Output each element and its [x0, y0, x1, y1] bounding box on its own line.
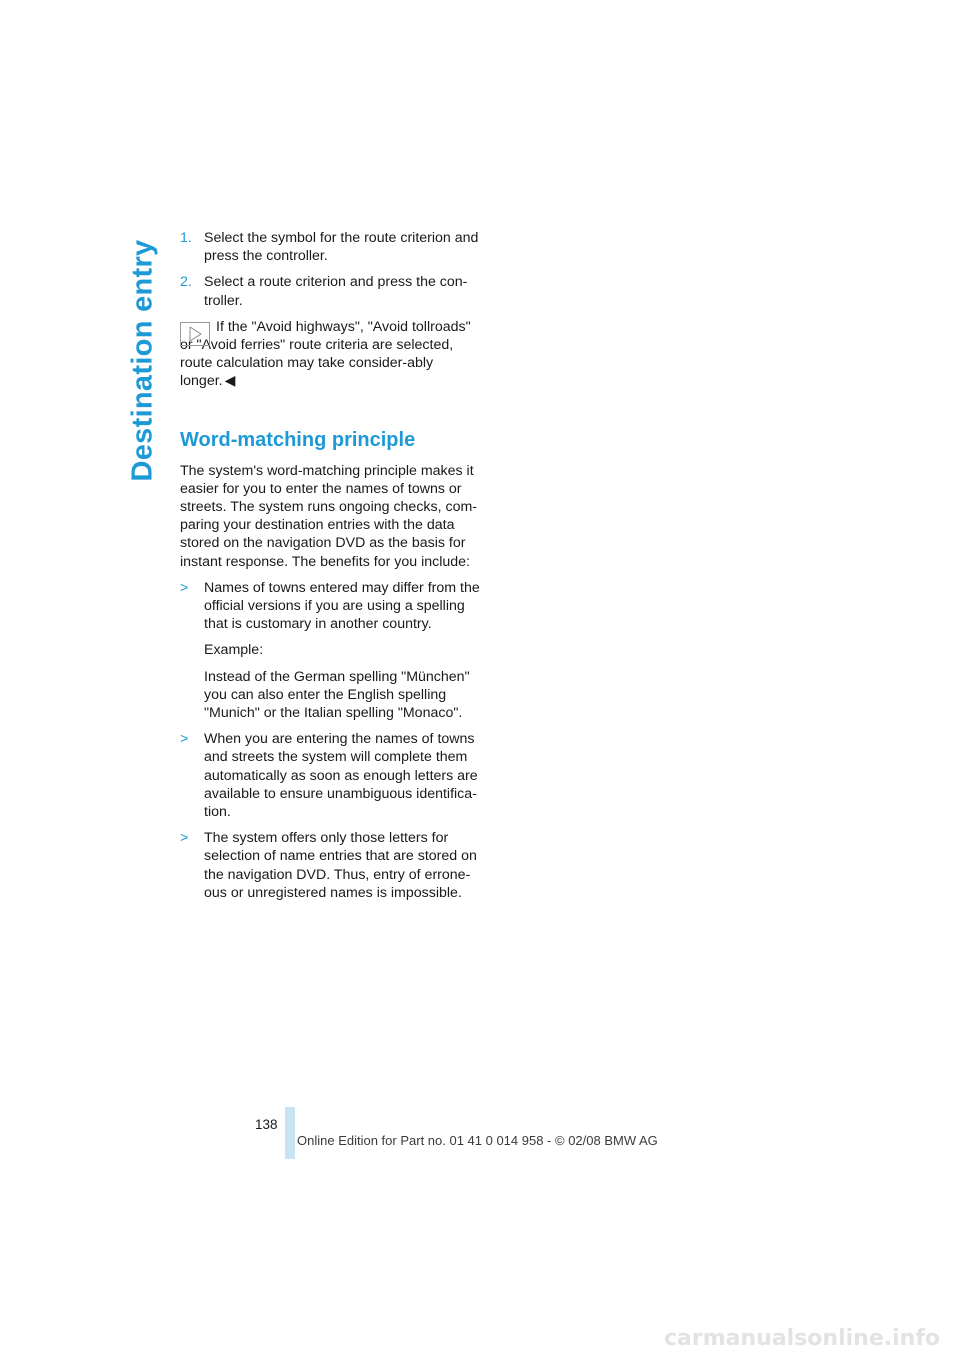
- bullet-text: When you are entering the names of towns and streets the system will complete them automatically as soon as enough letters are available to ensure unambiguous identifica-tion.: [204, 731, 478, 821]
- note-triangle-icon: [180, 322, 210, 346]
- example-label: Example:: [204, 642, 264, 659]
- step-text: Select the symbol for the route criterion and press the controller.: [204, 230, 479, 265]
- bullet-item: [180, 730, 480, 821]
- page-number: 138: [255, 1117, 278, 1132]
- step-number: 2.: [180, 274, 192, 291]
- bullet-text: The system offers only those letters for selection of name entries that are stored on the navigation DVD. Thus, entry of errone-ous or unregistered names is impossible.: [204, 830, 477, 901]
- watermark-text[interactable]: carmanualsonline.info: [664, 1326, 940, 1351]
- step-text: Select a route criterion and press the con-troller.: [204, 274, 468, 309]
- bullet-mark: >: [180, 731, 189, 748]
- footer-bar: [285, 1107, 295, 1159]
- page-content: [180, 229, 480, 910]
- note-block: [180, 318, 480, 391]
- step-item: [180, 229, 480, 265]
- example-text: Instead of the German spelling "München" you can also enter the English spelling "Munich" or the Italian spelling "Monaco".: [204, 668, 470, 722]
- section-heading: Word-matching principle: [180, 428, 416, 451]
- footer-edition-text: Online Edition for Part no. 01 41 0 014 958 - © 02/08 BMW AG: [297, 1133, 658, 1148]
- note-body: If the "Avoid highways", "Avoid tollroads" or "Avoid ferries" route criteria are selected, route calculation may take consider-ably longer.: [180, 318, 471, 390]
- section-intro: The system's word-matching principle makes it easier for you to enter the names of towns or streets. The system runs ongoing checks, com-paring your destination entries with the data stored on the navigation DVD as the basis for instant response. The benefits for you include:: [180, 462, 478, 570]
- end-mark: ◀: [224, 373, 236, 390]
- step-number: 1.: [180, 230, 192, 246]
- bullet-mark: >: [180, 830, 189, 847]
- bullet-mark: >: [180, 579, 189, 596]
- bullet-item: [180, 579, 480, 634]
- chapter-side-title: [128, 230, 158, 490]
- bullet-item: [180, 829, 480, 902]
- step-item: [180, 273, 480, 309]
- bullet-text: Names of towns entered may differ from the official versions if you are using a spelling that is customary in another country.: [204, 579, 480, 633]
- note-text: [180, 318, 480, 391]
- chapter-title-text: Destination entry: [126, 239, 159, 481]
